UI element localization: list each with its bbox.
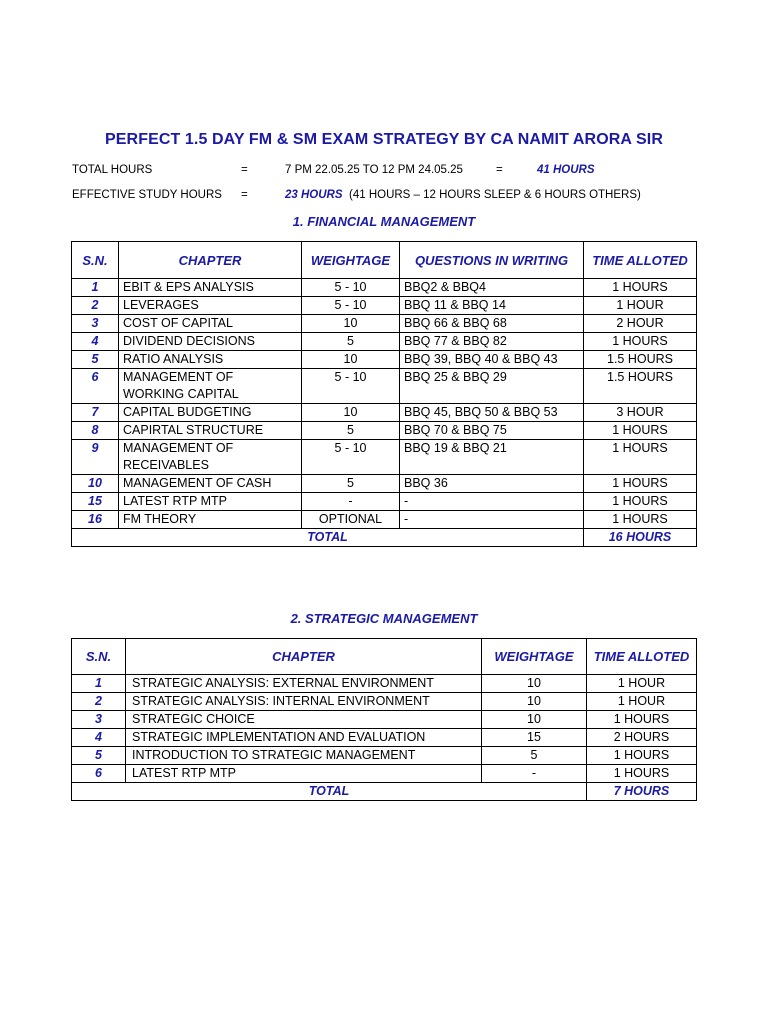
fm-cell-weightage: 5 - 10 [302, 440, 400, 475]
fm-cell-chapter: MANAGEMENT OF WORKING CAPITAL [119, 369, 302, 404]
fm-cell-questions: BBQ 70 & BBQ 75 [400, 422, 584, 440]
sm-cell-sn: 1 [72, 675, 126, 693]
fm-cell-weightage: 5 [302, 422, 400, 440]
effective-hours-note: (41 HOURS – 12 HOURS SLEEP & 6 HOURS OTHERS) [349, 189, 641, 201]
sm-cell-chapter: STRATEGIC IMPLEMENTATION AND EVALUATION [126, 729, 482, 747]
sm-cell-sn: 2 [72, 693, 126, 711]
sm-cell-weightage: 5 [482, 747, 587, 765]
total-hours-equals-2: = [496, 164, 503, 176]
fm-cell-questions: BBQ 66 & BBQ 68 [400, 315, 584, 333]
fm-table-row [72, 333, 697, 351]
total-hours-range: 7 PM 22.05.25 TO 12 PM 24.05.25 [285, 164, 463, 176]
fm-header-time: TIME ALLOTED [584, 242, 697, 279]
fm-cell-questions: BBQ 36 [400, 475, 584, 493]
fm-header-questions: QUESTIONS IN WRITING [400, 242, 584, 279]
fm-cell-weightage: 5 - 10 [302, 297, 400, 315]
fm-table-row [72, 369, 697, 404]
fm-table-row [72, 422, 697, 440]
sm-cell-sn: 4 [72, 729, 126, 747]
effective-hours-label: EFFECTIVE STUDY HOURS [72, 189, 222, 201]
fm-cell-questions: BBQ 77 & BBQ 82 [400, 333, 584, 351]
fm-cell-time: 1 HOURS [584, 279, 697, 297]
fm-cell-weightage: 5 - 10 [302, 279, 400, 297]
total-hours-value: 41 HOURS [537, 164, 595, 176]
sm-cell-chapter: STRATEGIC ANALYSIS: EXTERNAL ENVIRONMENT [126, 675, 482, 693]
fm-table-row [72, 315, 697, 333]
fm-cell-chapter: DIVIDEND DECISIONS [119, 333, 302, 351]
fm-table-row [72, 351, 697, 369]
fm-cell-sn: 7 [72, 404, 119, 422]
fm-cell-sn: 15 [72, 493, 119, 511]
fm-cell-sn: 6 [72, 369, 119, 404]
fm-table-row [72, 297, 697, 315]
sm-table-row [72, 693, 697, 711]
sm-cell-weightage: - [482, 765, 587, 783]
fm-cell-sn: 10 [72, 475, 119, 493]
fm-total-label: TOTAL [72, 529, 584, 547]
sm-total-label: TOTAL [72, 783, 587, 801]
fm-cell-chapter: CAPITAL BUDGETING [119, 404, 302, 422]
fm-cell-chapter: EBIT & EPS ANALYSIS [119, 279, 302, 297]
fm-cell-time: 1 HOURS [584, 493, 697, 511]
fm-cell-chapter: COST OF CAPITAL [119, 315, 302, 333]
sm-header-sn: S.N. [72, 639, 126, 675]
fm-cell-time: 1 HOURS [584, 333, 697, 351]
fm-cell-chapter: MANAGEMENT OF RECEIVABLES [119, 440, 302, 475]
fm-table-row [72, 440, 697, 475]
fm-table-row [72, 511, 697, 529]
fm-cell-sn: 16 [72, 511, 119, 529]
sm-cell-time: 1 HOURS [587, 765, 697, 783]
sm-header-weightage: WEIGHTAGE [482, 639, 587, 675]
sm-table-row [72, 711, 697, 729]
fm-header-weightage: WEIGHTAGE [302, 242, 400, 279]
sm-cell-sn: 3 [72, 711, 126, 729]
fm-header-sn: S.N. [72, 242, 119, 279]
fm-cell-questions: BBQ 19 & BBQ 21 [400, 440, 584, 475]
fm-cell-sn: 1 [72, 279, 119, 297]
fm-cell-chapter: LATEST RTP MTP [119, 493, 302, 511]
fm-cell-questions: BBQ 45, BBQ 50 & BBQ 53 [400, 404, 584, 422]
fm-cell-time: 1 HOURS [584, 440, 697, 475]
fm-cell-questions: BBQ 39, BBQ 40 & BBQ 43 [400, 351, 584, 369]
sm-cell-chapter: LATEST RTP MTP [126, 765, 482, 783]
fm-cell-weightage: OPTIONAL [302, 511, 400, 529]
fm-cell-questions: BBQ 11 & BBQ 14 [400, 297, 584, 315]
fm-cell-time: 1.5 HOURS [584, 369, 697, 404]
effective-hours-value: 23 HOURS [285, 189, 343, 201]
sm-cell-time: 1 HOUR [587, 675, 697, 693]
fm-cell-time: 3 HOUR [584, 404, 697, 422]
fm-cell-weightage: 5 [302, 333, 400, 351]
fm-table-row [72, 493, 697, 511]
fm-cell-sn: 8 [72, 422, 119, 440]
fm-table-row [72, 404, 697, 422]
sm-total-value: 7 HOURS [587, 783, 697, 801]
sm-cell-weightage: 10 [482, 711, 587, 729]
fm-cell-sn: 4 [72, 333, 119, 351]
fm-cell-weightage: 5 [302, 475, 400, 493]
fm-cell-chapter: CAPIRTAL STRUCTURE [119, 422, 302, 440]
sm-cell-chapter: STRATEGIC CHOICE [126, 711, 482, 729]
fm-header-chapter: CHAPTER [119, 242, 302, 279]
fm-cell-time: 1.5 HOURS [584, 351, 697, 369]
fm-table-row [72, 475, 697, 493]
sm-cell-sn: 6 [72, 765, 126, 783]
fm-cell-time: 2 HOUR [584, 315, 697, 333]
sm-cell-chapter: INTRODUCTION TO STRATEGIC MANAGEMENT [126, 747, 482, 765]
sm-table-row [72, 729, 697, 747]
sm-table-row [72, 765, 697, 783]
sm-cell-chapter: STRATEGIC ANALYSIS: INTERNAL ENVIRONMENT [126, 693, 482, 711]
sm-header-time: TIME ALLOTED [587, 639, 697, 675]
total-hours-label: TOTAL HOURS [72, 164, 153, 176]
fm-cell-chapter: FM THEORY [119, 511, 302, 529]
fm-cell-time: 1 HOUR [584, 297, 697, 315]
sm-cell-time: 2 HOURS [587, 729, 697, 747]
sm-header-row [72, 639, 697, 675]
sm-table-row [72, 747, 697, 765]
effective-hours-equals: = [241, 189, 248, 201]
fm-cell-time: 1 HOURS [584, 511, 697, 529]
fm-cell-sn: 3 [72, 315, 119, 333]
sm-table-row [72, 675, 697, 693]
page-title: PERFECT 1.5 DAY FM & SM EXAM STRATEGY BY CA NAMIT ARORA SIR [105, 131, 663, 148]
fm-cell-sn: 9 [72, 440, 119, 475]
fm-total-row [72, 529, 697, 547]
fm-cell-weightage: 5 - 10 [302, 369, 400, 404]
fm-cell-weightage: 10 [302, 351, 400, 369]
fm-cell-questions: - [400, 511, 584, 529]
sm-cell-time: 1 HOUR [587, 693, 697, 711]
fm-table [71, 241, 697, 547]
sm-cell-weightage: 15 [482, 729, 587, 747]
fm-cell-questions: - [400, 493, 584, 511]
sm-section-title: 2. STRATEGIC MANAGEMENT [290, 611, 478, 626]
sm-cell-sn: 5 [72, 747, 126, 765]
fm-cell-weightage: 10 [302, 404, 400, 422]
fm-cell-chapter: LEVERAGES [119, 297, 302, 315]
sm-cell-weightage: 10 [482, 693, 587, 711]
sm-table [71, 638, 697, 801]
fm-header-row [72, 242, 697, 279]
fm-cell-sn: 5 [72, 351, 119, 369]
sm-cell-time: 1 HOURS [587, 711, 697, 729]
fm-cell-weightage: - [302, 493, 400, 511]
total-hours-equals: = [241, 164, 248, 176]
fm-total-value: 16 HOURS [584, 529, 697, 547]
sm-total-row [72, 783, 697, 801]
fm-cell-time: 1 HOURS [584, 475, 697, 493]
sm-header-chapter: CHAPTER [126, 639, 482, 675]
sm-cell-time: 1 HOURS [587, 747, 697, 765]
fm-cell-chapter: RATIO ANALYSIS [119, 351, 302, 369]
fm-cell-time: 1 HOURS [584, 422, 697, 440]
fm-cell-chapter: MANAGEMENT OF CASH [119, 475, 302, 493]
sm-cell-weightage: 10 [482, 675, 587, 693]
fm-cell-questions: BBQ2 & BBQ4 [400, 279, 584, 297]
fm-cell-sn: 2 [72, 297, 119, 315]
fm-cell-questions: BBQ 25 & BBQ 29 [400, 369, 584, 404]
fm-cell-weightage: 10 [302, 315, 400, 333]
fm-section-title: 1. FINANCIAL MANAGEMENT [292, 214, 476, 229]
fm-table-row [72, 279, 697, 297]
